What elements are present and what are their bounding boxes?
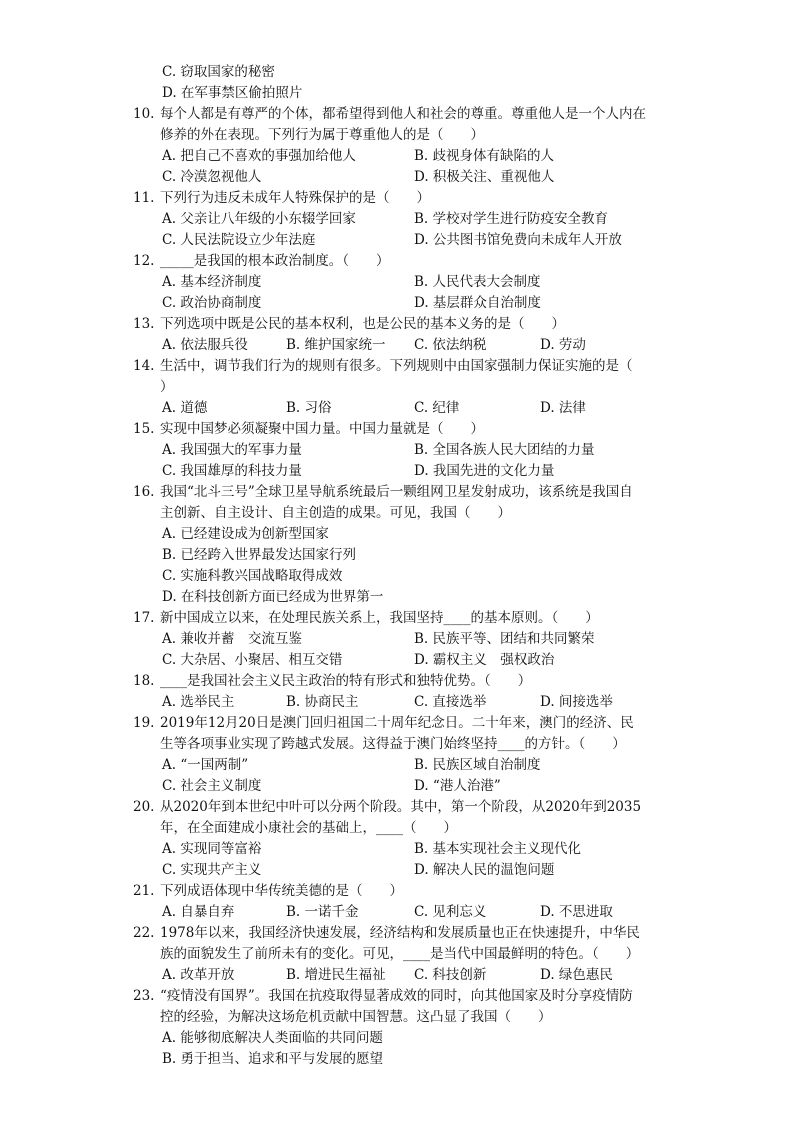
answer-option: A. 我国强大的军事力量 [162,442,302,458]
answer-option: B. 人民代表大会制度 [414,274,541,290]
question-number: 10. [133,106,155,122]
answer-option: A. 兼收并蓄 交流互鉴 [162,631,302,647]
question-text: 每个人都是有尊严的个体，都希望得到他人和社会的尊重。尊重他人是一个人内在 [160,106,646,122]
question-text: “疫情没有国界”。我国在抗疫取得显著成效的同时，向其他国家及时分享疫情防 [160,988,633,1004]
answer-option: D. 霸权主义 强权政治 [414,652,555,668]
answer-option: A. 自暴自弃 [162,904,235,920]
answer-option: C. 依法纳税 [414,337,487,353]
answer-option: C. 直接选举 [414,694,487,710]
answer-option: B. 基本实现社会主义现代化 [414,841,582,857]
answer-option: D. 法律 [540,400,586,416]
answer-option: A. 改革开放 [162,967,235,983]
question-number: 16. [133,484,155,500]
answer-option: B. 协商民主 [286,694,359,710]
answer-option: D. 公共图书馆免费向未成年人开放 [414,232,622,248]
question-text: 1978年以来，我国经济快速发展，经济结构和发展质量也正在快速提升，中华民 [160,925,640,941]
answer-option: B. 学校对学生进行防疫安全教育 [414,211,609,227]
question-number: 17. [133,610,155,626]
answer-option: C. 大杂居、小聚居、相互交错 [162,652,343,668]
answer-option: A. 选举民主 [162,694,235,710]
answer-option: C. 见利忘义 [414,904,487,920]
answer-option: C. 冷漠忽视他人 [162,169,262,185]
answer-option: D. 我国先进的文化力量 [414,463,555,479]
question-number: 19. [133,715,155,731]
answer-option: D. 积极关注、重视他人 [414,169,555,185]
question-text: 下列选项中既是公民的基本权利，也是公民的基本义务的是（ ） [160,316,565,332]
answer-option: C. 实现共产主义 [162,862,262,878]
answer-option: B. 民族区域自治制度 [414,757,541,773]
answer-option: C. 政治协商制度 [162,295,262,311]
question-text: 我国“北斗三号”全球卫星导航系统最后一颗组网卫星发射成功，该系统是我国自 [160,484,633,500]
answer-option: A. 父亲让八年级的小东辍学回家 [162,211,356,227]
answer-option: B. 已经跨入世界最发达国家行列 [162,547,357,563]
answer-option: A. 把自己不喜欢的事强加给他人 [162,148,356,164]
answer-option: C. 科技创新 [414,967,487,983]
question-text: 新中国成立以来，在处理民族关系上，我国坚持____的基本原则。（ ） [160,610,599,626]
question-number: 20. [133,799,155,815]
answer-option: A. 实现同等富裕 [162,841,262,857]
question-text: ） [160,379,174,395]
question-number: 14. [133,358,155,374]
answer-option: B. 民族平等、团结和共同繁荣 [414,631,595,647]
question-text: ____是我国社会主义民主政治的特有形式和独特优势。（ ） [160,673,532,689]
question-number: 23. [133,988,155,1004]
question-text: 生活中，调节我们行为的规则有很多。下列规则中由国家强制力保证实施的是（ [160,358,633,374]
question-text: 控的经验，为解决这场危机贡献中国智慧。这凸显了我国（ ） [160,1009,552,1025]
answer-option: D. 劳动 [540,337,586,353]
answer-option: B. 增进民生福祉 [286,967,386,983]
question-text: 族的面貌发生了前所未有的变化。可见，____是当代中国最鲜明的特色。（ ） [160,946,640,962]
question-text: _____是我国的根本政治制度。（ ） [160,253,390,269]
answer-option: D. 在军事禁区偷拍照片 [162,85,303,101]
question-number: 22. [133,925,155,941]
question-text: 修养的外在表现。下列行为属于尊重他人的是（ ） [160,127,484,143]
question-text: 下列行为违反未成年人特殊保护的是（ ） [160,190,430,206]
question-number: 11. [133,190,155,206]
answer-option: D. 基层群众自治制度 [414,295,541,311]
question-text: 下列成语体现中华传统美德的是（ ） [160,883,403,899]
question-number: 18. [133,673,155,689]
answer-option: A. 已经建设成为创新型国家 [162,526,329,542]
question-number: 12. [133,253,155,269]
answer-option: B. 歧视身体有缺陷的人 [414,148,555,164]
answer-option: C. 窃取国家的秘密 [162,64,275,80]
answer-option: C. 人民法院设立少年法庭 [162,232,316,248]
question-number: 15. [133,421,155,437]
answer-option: B. 勇于担当、追求和平与发展的愿望 [162,1051,384,1067]
answer-option: A. 依法服兵役 [162,337,248,353]
answer-option: B. 一诺千金 [286,904,359,920]
answer-option: D. 间接选举 [540,694,613,710]
answer-option: C. 我国雄厚的科技力量 [162,463,302,479]
question-text: 2019年12月20日是澳门回归祖国二十周年纪念日。二十年来，澳门的经济、民 [160,715,634,731]
answer-option: B. 维护国家统一 [286,337,386,353]
question-number: 13. [133,316,155,332]
answer-option: A. 道德 [162,400,208,416]
answer-option: C. 纪律 [414,400,460,416]
question-text: 主创新、自主设计、自主创造的成果。可见，我国（ ） [160,505,511,521]
question-number: 21. [133,883,155,899]
answer-option: B. 全国各族人民大团结的力量 [414,442,595,458]
answer-option: C. 实施科教兴国战略取得成效 [162,568,343,584]
question-text: 从2020年到本世纪中叶可以分两个阶段。其中，第一个阶段，从2020年到2035 [160,799,642,815]
question-text: 实现中国梦必须凝聚中国力量。中国力量就是（ ） [160,421,484,437]
answer-option: D. 绿色惠民 [540,967,613,983]
answer-option: A. “一国两制” [162,757,249,773]
answer-option: A. 基本经济制度 [162,274,262,290]
answer-option: D. 不思进取 [540,904,613,920]
answer-option: D. 在科技创新方面已经成为世界第一 [162,589,384,605]
answer-option: A. 能够彻底解决人类面临的共同问题 [162,1030,383,1046]
answer-option: B. 习俗 [286,400,332,416]
answer-option: D. “港人治港” [414,778,501,794]
question-text: 年，在全面建成小康社会的基础上，____（ ） [160,820,457,836]
question-text: 生等各项事业实现了跨越式发展。这得益于澳门始终坚持____的方针。（ ） [160,736,626,752]
answer-option: D. 解决人民的温饱问题 [414,862,555,878]
answer-option: C. 社会主义制度 [162,778,262,794]
